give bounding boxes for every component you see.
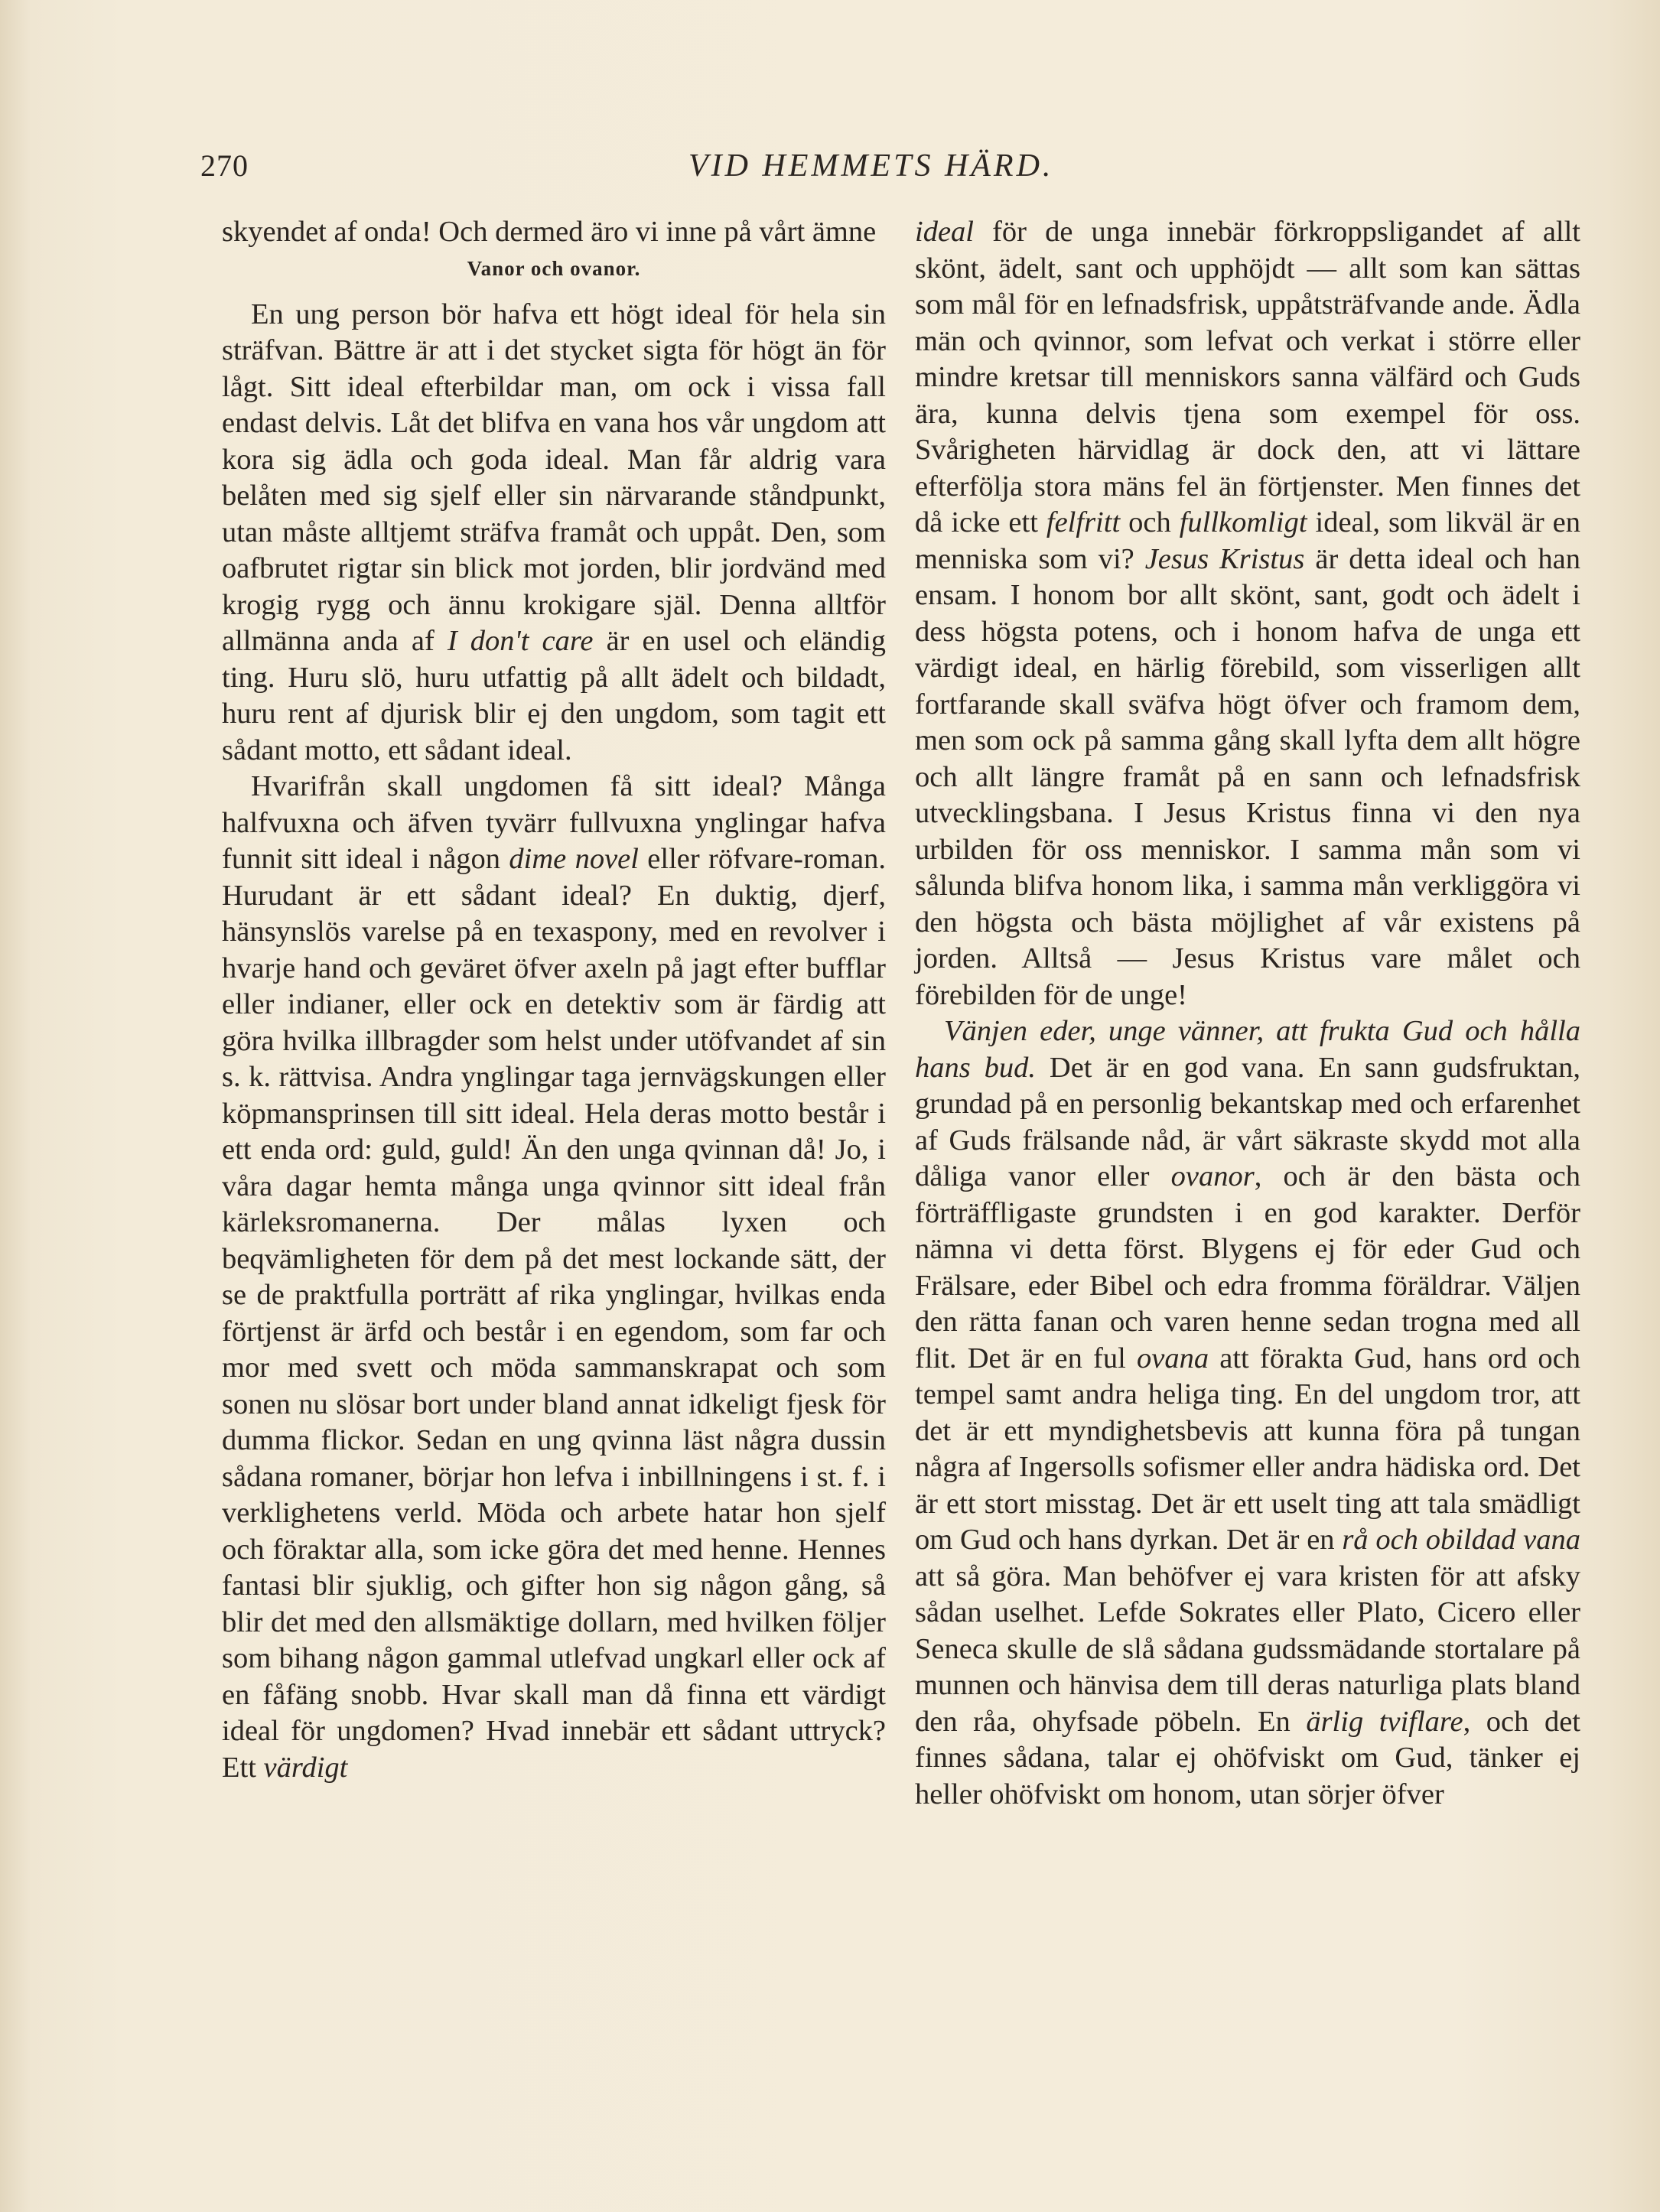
page-number: 270: [200, 148, 249, 183]
right-column: [915, 214, 1580, 1813]
paragraph-worthy-ideal: ideal för de unga innebär förkroppsligandet af allt skönt, ädelt, sant och upphöjdt — allt som kan sättas som mål för en lefnadsfrisk, uppåtsträfvande ande. Ädla män och qvinnor, som lefvat och verkat i större eller mindre kretsar till menniskors sanna välfärd och Guds ära, kunna delvis tjena som exempel för oss. Svårigheten härvidlag är dock den, att vi lättare efterfölja stora mäns fel än förtjenster. Men finnes det då icke ett felfritt och fullkomligt ideal, som likväl är en menniska som vi? Jesus Kristus är detta ideal och han ensam. I honom bor allt skönt, sant, godt och ädelt i dess högsta potens, och i honom hafva de unga ett värdigt ideal, en härlig förebild, som visserligen allt fortfarande skall sväfva högt öfver och framom dem, men som ock på samma gång skall lyfta dem allt högre och allt längre framåt på en sann och lefnadsfrisk utvecklingsbana. I Jesus Kristus finna vi den nya urbilden för oss menniskor. I samma mån som vi sålunda blifva honom lika, i samma mån verkliggöra vi den högsta och bästa möjlighet af vår existens på jorden. Alltså — Jesus Kristus vare målet och förebilden för de unge!: [915, 216, 1580, 1011]
paragraph-fear-god: Vänjen eder, unge vänner, att frukta Gud och hålla hans bud. Det är en god vana. En sann gudsfruktan, grundad på en personlig bekantskap med och erfarenhet af Guds frälsande nåd, är vårt säkraste skydd mot alla dåliga vanor eller ovanor, och är den bästa och förträffligaste grundsten i en god karakter. Derför nämna vi detta först. Blygens ej för eder Gud och Frälsare, eder Bibel och edra fromma föräldrar. Väljen den rätta fanan och varen henne sedan trogna med all flit. Det är en ful ovana att förakta Gud, hans ord och tempel samt andra heliga ting. En del ungdom tror, att det är ett myndighetsbevis att kunna föra på tungan några af Ingersolls sofismer eller andra hädiska ord. Det är ett stort misstag. Det är ett uselt ting att tala smädligt om Gud och hans dyrkan. Det är en rå och obildad vana att så göra. Man behöfver ej vara kristen för att afsky sådan uselhet. Lefde Sokrates eller Plato, Cicero eller Seneca skulle de slå sådana gudssmädande stortalare på munnen och hänvisa dem till deras naturliga plats bland den råa, ohyfsade pöbeln. En ärlig tviflare, och det finnes sådana, talar ej ohöfviskt om Gud, tänker ej heller ohöfviskt om honom, utan sörjer öfver: [915, 1015, 1580, 1810]
page-header: [0, 148, 1660, 194]
left-column: [222, 214, 886, 1786]
section-heading: Vanor och ovanor.: [467, 256, 641, 280]
paragraph-ideal: En ung person bör hafva ett högt ideal för hela sin sträfvan. Bättre är att i det stycket sigta för högt än för lågt. Sitt ideal efterbildar man, om ock i vissa fall endast delvis. Låt det blifva en vana hos vår ungdom att kora sig ädla och goda ideal. Man får aldrig vara belåten med sig sjelf eller sin närvarande ståndpunkt, utan måste alltjemt sträfva framåt och uppåt. Den, som oafbrutet rigtar sin blick mot jorden, blir jordvänd med krogig rygg och ännu krokigare själ. Denna alltför allmänna anda af I don't care är en usel och eländig ting. Huru slö, huru utfattig på allt ädelt och bildadt, huru rent af djurisk blir ej den ungdom, som tagit ett sådant motto, ett sådant ideal.: [222, 298, 887, 766]
intro-paragraph: skyendet af onda! Och dermed äro vi inne på vårt ämne: [222, 216, 877, 248]
paragraph-source-of-ideal: Hvarifrån skall ungdomen få sitt ideal? Många halfvuxna och äfven tyvärr fullvuxna ynglingar hafva funnit sitt ideal i någon dime novel eller röfvare-roman. Hurudant är ett sådant ideal? En duktig, djerf, hänsynslös varelse på en texaspony, med en revolver i hvarje hand och geväret öfver axeln på jagt efter bufflar eller indianer, eller ock en detektiv som är färdig att göra hvilka illbragder som helst under utöfvandet af sin s. k. rättvisa. Andra ynglingar taga jernvägskungen eller köpmansprinsen till sitt ideal. Hela deras motto består i ett enda ord: guld, guld! Än den unga qvinnan då! Jo, i våra dagar hemta många unga qvinnor sitt ideal från kärleksromanerna. Der målas lyxen och beqvämligheten för dem på det mest lockande sätt, der se de praktfulla porträtt af rika ynglingar, hvilkas enda förtjenst är ärfd och består i en egendom, som far och mor med svett och möda sammanskrapat och som sonen nu slösar bort under bland annat idkeligt fjesk för dumma flickor. Sedan en ung qvinna läst några dussin sådana romaner, börjar hon lefva i inbillningens i st. f. i verklighetens verld. Möda och arbete hatar hon sjelf och föraktar alla, som icke göra det med henne. Hennes fantasi blir sjuklig, och gifter hon sig någon gång, så blir det med den allsmäktige dollarn, med hvilken följer som bihang någon gammal utlefvad ungkarl eller ock af en fåfäng snobb. Hvar skall man då finna ett värdigt ideal för ungdomen? Hvad innebär ett sådant uttryck? Ett värdigt: [222, 770, 886, 1784]
running-title: VID HEMMETS HÄRD.: [688, 148, 1054, 184]
